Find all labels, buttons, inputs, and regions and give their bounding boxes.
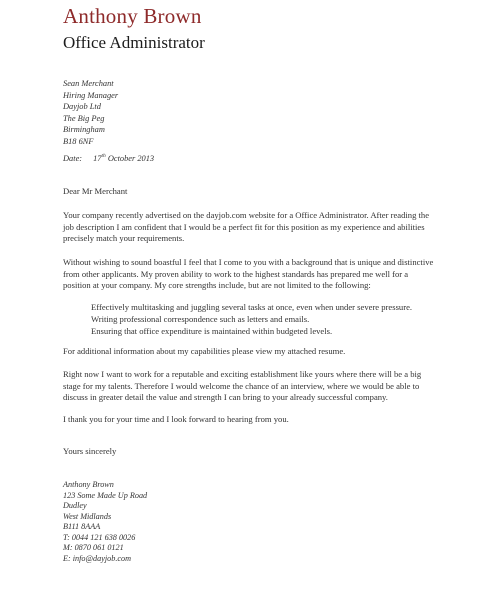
signature-line: Dudley: [63, 501, 87, 510]
applicant-name: Anthony Brown: [63, 4, 202, 28]
paragraph-intro: [63, 210, 463, 245]
signature-line: B111 8AAA: [63, 522, 101, 531]
paragraph-line: stage for my talents. Therefore I would welcome the chance of an interview, where we would be able to: [63, 380, 420, 391]
paragraph-line: Right now I want to work for a reputable and exciting establishment like yours where there will be a big: [63, 369, 422, 379]
signature-line: M: 0870 061 0121: [63, 543, 124, 552]
paragraph-line: I thank you for your time and I look forward to hearing from you.: [63, 414, 289, 424]
strength-item: Writing professional correspondence such as letters and emails.: [91, 314, 310, 324]
paragraph-line: Your company recently advertised on the dayjob.com website for a Office Administrator. After reading the: [63, 210, 430, 220]
paragraph-line: discuss in greater detail the value and strength I can bring to your already successful company.: [63, 392, 388, 402]
signature-line: T: 0044 121 638 0026: [63, 532, 136, 542]
paragraph-resume: [63, 346, 463, 358]
paragraph-line: position at your company. My core strengths include, but are not limited to the following:: [63, 280, 371, 290]
salutation: Dear Mr Merchant: [63, 186, 128, 196]
recipient-line: Birmingham: [63, 125, 105, 135]
recipient-address: [63, 78, 118, 148]
strengths-list: [91, 301, 412, 337]
signature-line: E: info@dayjob.com: [63, 553, 132, 563]
date-day: 17: [93, 153, 102, 163]
recipient-line: Hiring Manager: [63, 90, 119, 100]
applicant-job-title: Office Administrator: [63, 33, 205, 52]
recipient-line: The Big Peg: [63, 113, 105, 123]
paragraph-line: precisely match your requirements.: [63, 233, 185, 243]
paragraph-line: Without wishing to sound boastful I feel that I come to you with a background that is unique and distinctive: [63, 257, 434, 267]
date-suffix: th: [101, 153, 106, 159]
recipient-line: Sean Merchant: [63, 79, 114, 88]
strength-item: Ensuring that office expenditure is maintained within budgeted levels.: [91, 326, 333, 336]
closing: Yours sincerely: [63, 446, 117, 456]
signature-line: Anthony Brown: [63, 480, 114, 489]
paragraph-line: from other applicants. My proven ability to work to the highest standards has prepared me well for a: [63, 268, 409, 279]
strength-item: Effectively multitasking and juggling several tasks at once, even when under severe pressure.: [91, 302, 413, 312]
signature-block: [63, 480, 147, 564]
paragraph-thanks: [63, 414, 463, 426]
recipient-line: Dayjob Ltd: [63, 102, 101, 112]
paragraph-background: [63, 257, 463, 292]
letter-date: [63, 153, 154, 163]
date-label: Date:: [63, 153, 83, 163]
date-month-year: October 2013: [105, 153, 155, 163]
paragraph-line: job description I am confident that I would be a perfect fit for this position as my experience and abilities: [63, 221, 425, 232]
signature-line: West Midlands: [63, 511, 112, 521]
recipient-line: B18 6NF: [63, 136, 94, 146]
signature-line: 123 Some Made Up Road: [63, 490, 148, 500]
paragraph-line: For additional information about my capabilities please view my attached resume.: [63, 346, 346, 356]
paragraph-interview: [63, 369, 463, 404]
